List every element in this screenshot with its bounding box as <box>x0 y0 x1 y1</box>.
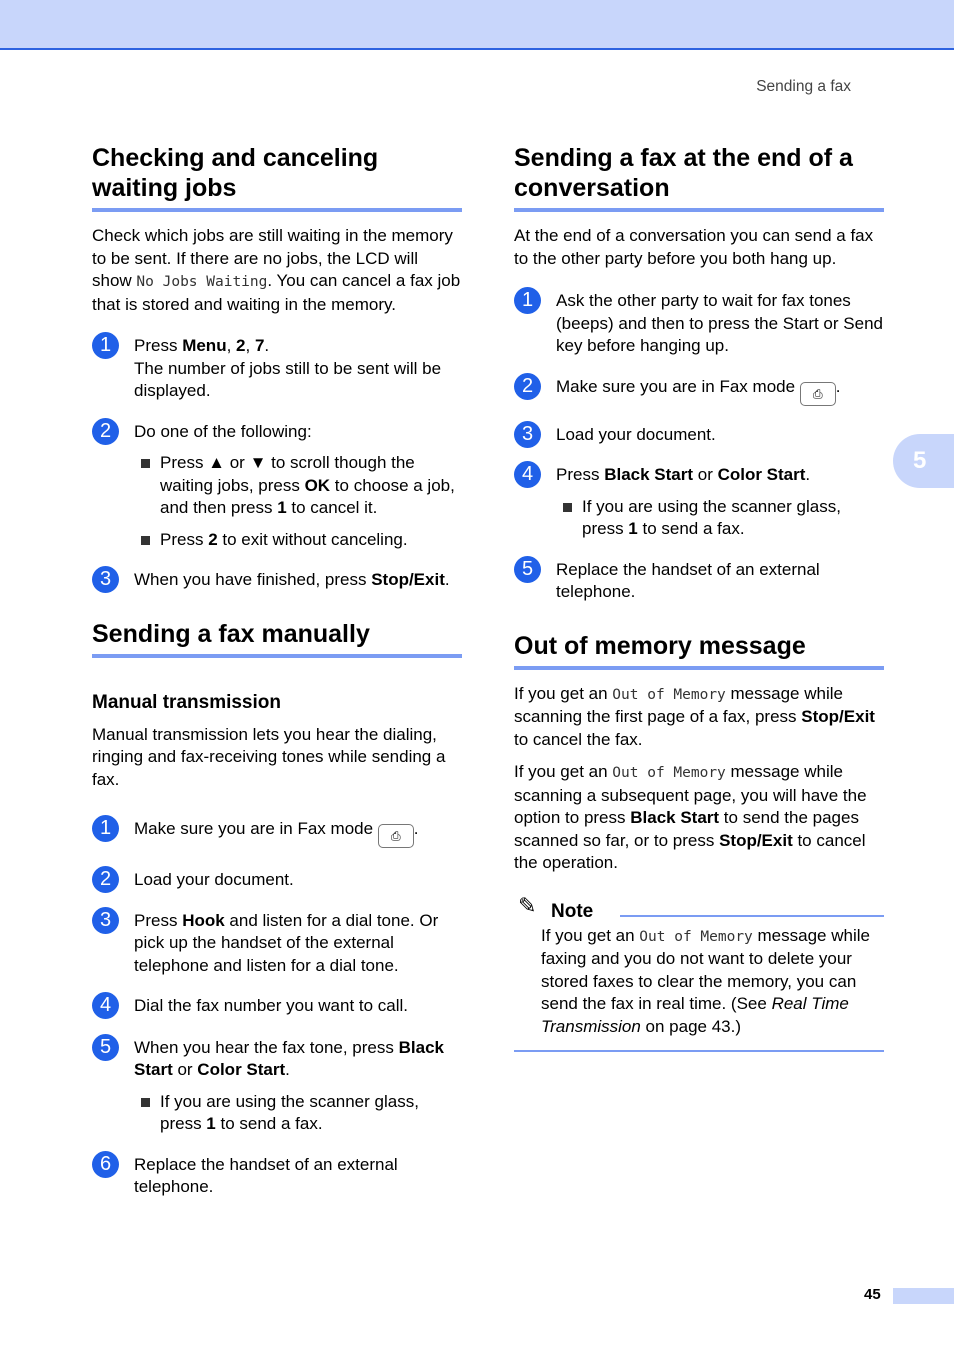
right-column <box>514 143 884 1052</box>
step-number-badge: 3 <box>92 907 119 934</box>
step-number-badge: 6 <box>92 1151 119 1178</box>
step-number-badge: 2 <box>92 866 119 893</box>
step-number-badge: 2 <box>92 418 119 445</box>
page-number: 45 <box>864 1286 881 1303</box>
step-3: 3 When you have finished, press Stop/Exit. <box>92 569 462 592</box>
step-number-badge: 1 <box>92 332 119 359</box>
fax-mode-key-icon: ⎙ <box>800 382 836 406</box>
bullet-scanner-glass: If you are using the scanner glass, press 1 to send a fax. <box>134 1091 462 1136</box>
left-column <box>92 143 462 1199</box>
conversation-step-1: 1 Ask the other party to wait for fax tones (beeps) and then to press the Start or Send key before hanging up. <box>514 290 884 358</box>
memory-paragraph-1: If you get an Out of Memory message while scanning the first page of a fax, press Stop/Exit to cancel the fax. <box>514 683 875 749</box>
conversation-step-5: 5 Replace the handset of an external telephone. <box>514 559 884 604</box>
fax-mode-key-icon: ⎙ <box>378 824 414 848</box>
step-number-badge: 4 <box>514 461 541 488</box>
step-1: 1 Press Menu, 2, 7. The number of jobs still to be sent will be displayed. <box>92 335 462 403</box>
running-header: Sending a fax <box>756 78 851 95</box>
note-rule <box>620 915 884 917</box>
intro-paragraph: Check which jobs are still waiting in the memory to be sent. If there are no jobs, the LCD will show No Jobs Waiting. You can cancel a fax job that is stored and waiting in the memory. <box>92 226 461 314</box>
manual-intro-paragraph: Manual transmission lets you hear the dialing, ringing and fax-receiving tones while sending a fax. <box>92 724 446 789</box>
step-number-badge: 5 <box>514 556 541 583</box>
step-number-badge: 5 <box>92 1034 119 1061</box>
manual-step-2: 2 Load your document. <box>92 869 462 892</box>
step-2: 2 Do one of the following: <box>92 421 462 444</box>
conversation-step-2: 2 Make sure you are in Fax mode ⎙ . <box>514 376 884 406</box>
note-pencil-icon: ✎ <box>518 892 537 918</box>
note-title: Note <box>551 900 594 922</box>
conversation-intro-paragraph: At the end of a conversation you can send a fax to the other party before you both hang up. <box>514 226 874 268</box>
chapter-tab: 5 <box>893 434 954 488</box>
manual-step-6: 6 Replace the handset of an external telephone. <box>92 1154 462 1199</box>
section-title-checking-canceling: Checking and canceling waiting jobs <box>92 143 462 212</box>
top-header-band <box>0 0 954 50</box>
manual-step-4: 4 Dial the fax number you want to call. <box>92 995 462 1018</box>
step-number-badge: 3 <box>92 566 119 593</box>
step-number-badge: 1 <box>514 287 541 314</box>
note-header <box>514 893 884 925</box>
manual-step-1: 1 Make sure you are in Fax mode ⎙ . <box>92 818 462 848</box>
memory-paragraph-2: If you get an Out of Memory message while scanning a subsequent page, you will have the option to press Black Start to send the pages scanned so far, or to press Stop/Exit to cancel the operation. <box>514 762 867 872</box>
page-number-bar <box>893 1288 954 1304</box>
section-title-sending-manually: Sending a fax manually <box>92 619 462 658</box>
section-title-out-of-memory: Out of memory message <box>514 631 884 670</box>
section-title-end-of-conversation: Sending a fax at the end of a conversation <box>514 143 884 212</box>
step-number-badge: 3 <box>514 421 541 448</box>
conversation-step-3: 3 Load your document. <box>514 424 884 447</box>
step-number-badge: 2 <box>514 373 541 400</box>
bullet-scanner-glass: If you are using the scanner glass, press 1 to send a fax. <box>556 496 884 541</box>
bullet-scroll-jobs: Press ▲ or ▼ to scroll though the waiting jobs, press OK to choose a job, and then press 1 to cancel it. <box>134 452 462 520</box>
conversation-step-4: 4 Press Black Start or Color Start. <box>514 464 884 487</box>
bullet-exit: Press 2 to exit without canceling. <box>134 529 462 552</box>
step-number-badge: 1 <box>92 815 119 842</box>
note-text: If you get an Out of Memory message while faxing and you do not want to delete your stored faxes to clear the memory, you can send the fax in real time. (See Real Time Transmission on page 43.) <box>541 925 870 1036</box>
step-number-badge: 4 <box>92 992 119 1019</box>
manual-step-3: 3 Press Hook and listen for a dial tone. Or pick up the handset of the external telephone and listen for a dial tone. <box>92 910 462 978</box>
note-box <box>514 893 884 1053</box>
manual-step-5: 5 When you hear the fax tone, press Black Start or Color Start. <box>92 1037 462 1082</box>
subsection-title-manual-transmission: Manual transmission <box>92 691 281 713</box>
